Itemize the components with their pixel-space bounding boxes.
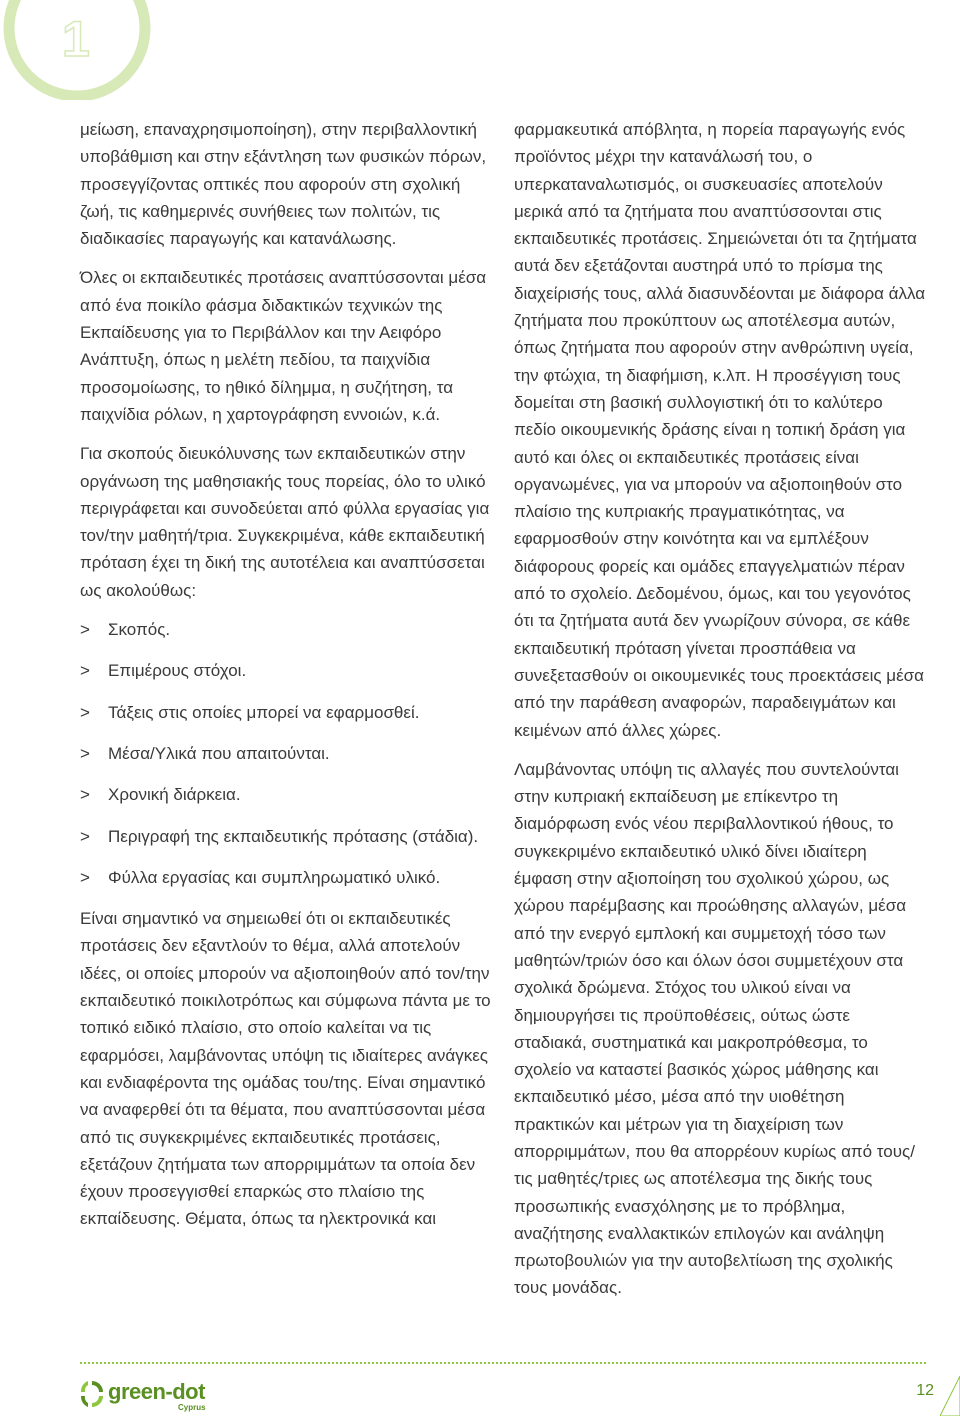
list-item: > Χρονική διάρκεια. bbox=[80, 781, 498, 808]
chapter-badge bbox=[0, 0, 160, 100]
right-paragraph-1: φαρμακευτικά απόβλητα, η πορεία παραγωγής ενός προϊόντος μέχρι την κατανάλωσή του, ο υπερκαταναλωτισμός, οι συσκευασίες αποτελούν μερικά από τα ζητήματα που αναπτύσσονται στις εκπαιδευτικές προτάσεις. Σημειώνεται ότι τα ζητήματα αυτά δεν εξετάζονται αυστηρά υπό το πρίσμα της διαχείρισής τους, αλλά διασυνδέονται με διάφορα άλλα ζητήματα που προκύπτουν ως αποτέλεσμα αυτών, όπως ζητήματα που αφορούν στην ανθρώπινη υγεία, την φτώχια, τη διαφήμιση, κ.λπ. Η προσέγγιση τους δομείται στη βασική συλλογιστική ότι το καλύτερο πεδίο οικουμενικής δράσης είναι η τοπική δράση για αυτό και όλες οι εκπαιδευτικές προτάσεις είναι οργανωμένες, για να μπορούν να αξιοποιηθούν στο πλαίσιο της κυπριακής πραγματικότητας, να εφαρμοσθούν στην κοινότητα και να εμπλέξουν διάφορους φορείς και ομάδες επαγγελματιών πέραν από το σχολείο. Δεδομένου, όμως, και του γεγονότος ότι τα ζητήματα αυτά δεν γνωρίζουν σύνορα, σε κάθε εκπαιδευτική πρόταση γίνεται προσπάθεια να συνεξετασθούν οι οικουμενικές τους προεκτάσεις μέσα από την παράθεση αναφορών, παραδειγμάτων και κειμένων από άλλες χώρες. bbox=[514, 120, 926, 740]
left-paragraph-3: Για σκοπούς διευκόλυνσης των εκπαιδευτικών στην οργάνωση της μαθησιακής τους πορείας, όλο το υλικό περιγράφεται και συνοδεύεται από φύλλα εργασίας για τον/την μαθητή/τρια. Συγκεκριμένα, κάθε εκπαιδευτική πρόταση έχει τη δική της αυτοτέλεια και αναπτύσσεται ως ακολούθως: bbox=[80, 444, 490, 600]
right-paragraph-2: Λαμβάνοντας υπόψη τις αλλαγές που συντελούνται στην κυπριακή εκπαίδευση με επίκεντρο τη διαμόρφωση ενός νέου περιβαλλοντικού ήθους, το συγκεκριμένο εκπαιδευτικό υλικό δίνει ιδιαίτερη έμφαση στην αξιοποίηση του σχολικού χώρου, ως χώρου παρέμβασης και προώθησης αλλαγών, μέσα από την ενεργό εμπλοκή και συμμετοχή τόσο των μαθητών/τριών όσο και όλων όσοι συμμετέχουν στα σχολικά δρώμενα. Στόχος του υλικού είναι να δημιουργήσει τις προϋποθέσεις, ούτως ώστε σταδιακά, συστηματικά και μακροπρόθεσμα, το σχολείο να καταστεί βασικός χώρος μάθησης και εκπαιδευτικό μέσο, μέσα από την υιοθέτηση πρακτικών και μέτρων για τη διαχείριση των απορριμμάτων, που θα απορρέουν κυρίως από τους/τις μαθητές/τριες ως αποτέλεσμα της δικής τους προσωπικής ενασχόλησης με το πρόβλημα, αναζήτησης εναλλακτικών επιλογών και ανάληψη πρωτοβουλιών για την αυτοβελτίωση της σχολικής τους μονάδας. bbox=[514, 759, 915, 1298]
bullet-marker: > bbox=[80, 620, 90, 640]
left-paragraph-2: Όλες οι εκπαιδευτικές προτάσεις αναπτύσσονται μέσα από ένα ποικίλο φάσμα διδακτικών τεχνικών της Εκπαίδευσης για το Περιβάλλον και την Αειφόρο Ανάπτυξη, όπως η μελέτη πεδίου, τα παιχνίδια προσομοίωσης, το ηθικό δίλημμα, η συζήτηση, τα παιχνίδια ρόλων, η χαρτογράφηση εννοιών, κ.ά. bbox=[80, 268, 487, 424]
list-item: > Σκοπός. bbox=[80, 616, 498, 643]
bullet-marker: > bbox=[80, 743, 90, 763]
page-corner-icon bbox=[940, 1376, 960, 1416]
left-paragraph-4: Είναι σημαντικό να σημειωθεί ότι οι εκπαιδευτικές προτάσεις δεν εξαντλούν το θέμα, αλλά αποτελούν ιδέες, οι οποίες μπορούν να αξιοποιηθούν από τον/την εκπαιδευτικό ποικιλοτρόπως και σύμφωνα πάντα με το τοπικό ειδικό πλαίσιο, στο οποίο καλείται να τις εφαρμόσει, λαμβάνοντας υπόψη τις ιδιαίτερες ανάγκες και ενδιαφέροντα της ομάδας του/της. Είναι σημαντικό να αναφερθεί ότι τα θέματα, που αναπτύσσονται μέσα από τις συγκεκριμένες εκπαιδευτικές προτάσεις, εξετάζουν ζητήματα των απορριμμάτων τα οποία δεν έχουν προσεγγισθεί επαρκώς στο πλαίσιο της εκπαίδευσης. Θέματα, όπως τα ηλεκτρονικά και bbox=[80, 909, 491, 1229]
right-column bbox=[514, 116, 926, 1314]
list-item: > Τάξεις στις οποίες μπορεί να εφαρμοσθεί. bbox=[80, 699, 498, 726]
logo-wordmark: green-dot bbox=[108, 1379, 205, 1404]
bullet-marker: > bbox=[80, 661, 90, 681]
left-column bbox=[80, 116, 498, 1245]
chapter-number: 1 bbox=[62, 11, 90, 67]
list-item: > Επιμέρους στόχοι. bbox=[80, 657, 498, 684]
page-number: 12 bbox=[916, 1382, 934, 1399]
bullet-marker: > bbox=[80, 702, 90, 722]
list-item: > Φύλλα εργασίας και συμπληρωματικό υλικό. bbox=[80, 864, 498, 891]
bullet-marker: > bbox=[80, 867, 90, 887]
list-item: > Περιγραφή της εκπαιδευτικής πρότασης (στάδια). bbox=[80, 823, 498, 850]
bullet-marker: > bbox=[80, 826, 90, 846]
bullet-marker: > bbox=[80, 785, 90, 805]
structure-list bbox=[80, 616, 498, 891]
left-paragraph-1: μείωση, επαναχρησιμοποίηση), στην περιβαλλοντική υποβάθμιση και στην εξάντληση των φυσικών πόρων, προσεγγίζοντας οπτικές που αφορούν στη σχολική ζωή, τις καθημερινές συνήθειες των πολιτών, τις διαδικασίες παραγωγής και κατανάλωσης. bbox=[80, 120, 487, 249]
logo-subtext: Cyprus bbox=[178, 1403, 206, 1412]
green-dot-arrows-icon bbox=[78, 1378, 106, 1410]
list-item: > Μέσα/Υλικά που απαιτούνται. bbox=[80, 740, 498, 767]
footer-divider bbox=[80, 1362, 926, 1364]
